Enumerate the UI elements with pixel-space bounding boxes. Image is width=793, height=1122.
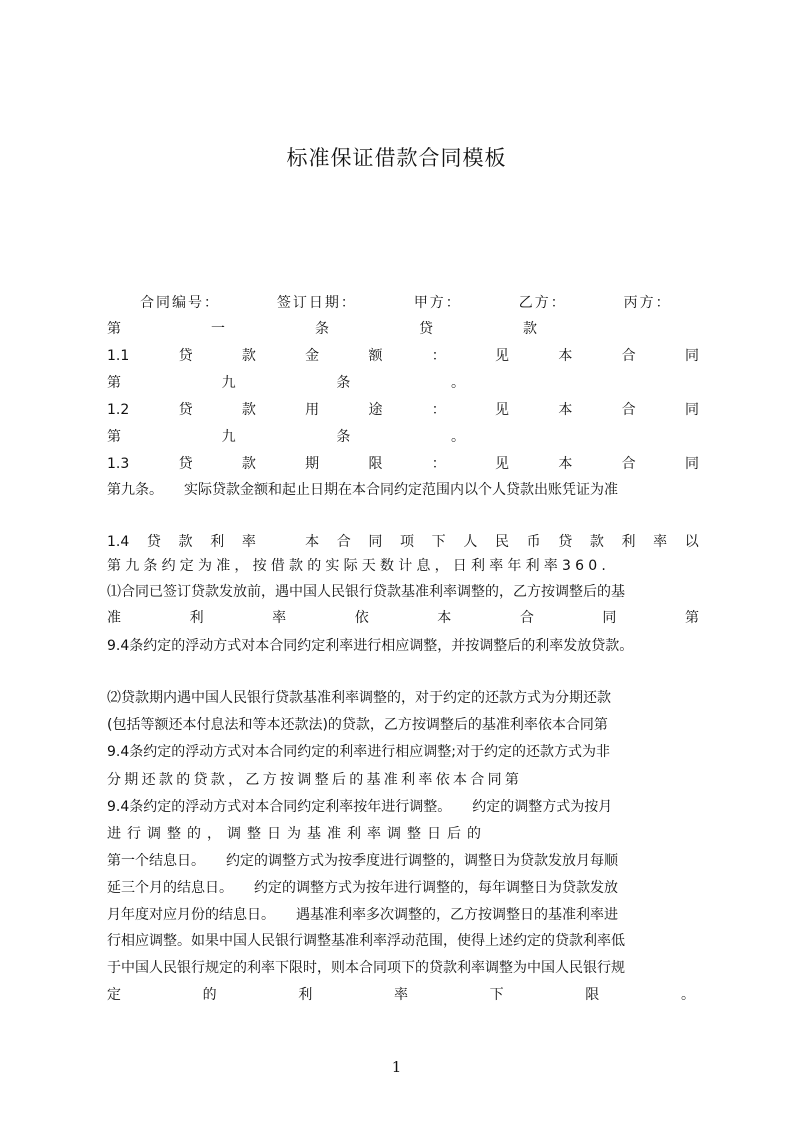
clause-1-4-line-1	[107, 533, 699, 551]
clause-char: 途	[368, 402, 383, 418]
paragraph-char: 下	[489, 987, 504, 1003]
clause-char: 本	[558, 348, 573, 364]
paragraph-2-line-6: 进行调整的，调整日为基准利率调整日后的	[107, 826, 487, 842]
clause-char: ：	[431, 456, 446, 472]
clause-1-1-line-1	[107, 347, 699, 365]
contract-header-fields	[140, 294, 672, 312]
clause-char: 本	[558, 402, 573, 418]
paragraph-2-line-5: 9.4条约定的浮动方式对本合同约定利率按年进行调整。 约定的调整方式为按月	[107, 799, 613, 815]
clause-char: 同	[684, 456, 699, 472]
clause-char: 。	[450, 429, 465, 445]
paragraph-char: 利	[189, 610, 204, 626]
heading-char: 条	[315, 321, 329, 337]
clause-char: 见	[495, 402, 510, 418]
clause-char: 率	[241, 534, 256, 550]
clause-char: 本	[305, 534, 320, 550]
clause-1-1-line-2	[107, 374, 465, 392]
clause-char: 款	[241, 402, 256, 418]
clause-char: 合	[621, 348, 636, 364]
heading-char: 贷	[419, 321, 433, 337]
clause-char: 合	[621, 456, 636, 472]
clause-char: 第	[107, 375, 121, 391]
clause-1-3-line-2: 第九条。 实际贷款金额和起止日期在本合同约定范围内以个人贷款出账凭证为准	[107, 482, 618, 498]
heading-char: 款	[523, 321, 537, 337]
paragraph-1-line-2	[107, 609, 699, 627]
heading-char: 一	[211, 321, 225, 337]
clause-char: 人	[463, 534, 478, 550]
paragraph-2-line-1: ⑵贷款期内遇中国人民银行贷款基准利率调整的，对于约定的还款方式为分期还款	[107, 690, 611, 706]
clause-char: 利	[210, 534, 225, 550]
clause-char: 款	[241, 456, 256, 472]
clause-char: 民	[494, 534, 509, 550]
paragraph-2-line-11: 于中国人民银行规定的利率下限时，则本合同项下的贷款利率调整为中国人民银行规	[107, 960, 625, 976]
clause-1-4-line-2: 第九条约定为准，按借款的实际天数计息，日利率年利率360.	[107, 558, 610, 574]
clause-char: 九	[221, 375, 236, 391]
clause-char: 贷	[178, 456, 193, 472]
clause-char: 金	[305, 348, 320, 364]
paragraph-2-line-3: 9.4条约定的浮动方式对本合同约定的利率进行相应调整;对于约定的还款方式为非	[107, 744, 610, 760]
clause-char: 下	[431, 534, 446, 550]
party-a-label: 甲方：	[413, 295, 462, 311]
paragraph-char: 率	[393, 987, 408, 1003]
clause-char: 九	[221, 429, 236, 445]
clause-number: 1.3	[107, 456, 130, 472]
paragraph-2-line-12	[107, 986, 695, 1004]
paragraph-char: 率	[272, 610, 287, 626]
clause-char: 以	[684, 534, 699, 550]
clause-1-2-line-2	[107, 428, 465, 446]
paragraph-2-line-7: 第一个结息日。 约定的调整方式为按季度进行调整的，调整日为贷款发放月每顺	[107, 853, 618, 869]
paragraph-2-line-4: 分期还款的贷款，乙方按调整后的基准利率依本合同第	[107, 772, 523, 788]
clause-number: 1.4	[107, 534, 130, 550]
clause-char: 见	[495, 348, 510, 364]
clause-char: 条	[336, 375, 351, 391]
clause-char: 合	[336, 534, 351, 550]
contract-number-label: 合同编号：	[140, 295, 220, 311]
clause-char: 贷	[178, 402, 193, 418]
clause-char: 期	[305, 456, 320, 472]
clause-number: 1.1	[107, 348, 130, 364]
page-number: 1	[391, 1058, 402, 1076]
clause-char: 贷	[558, 534, 573, 550]
clause-char: 条	[336, 429, 351, 445]
heading-char: 第	[107, 321, 121, 337]
paragraph-char: 的	[202, 987, 217, 1003]
paragraph-2-line-10: 行相应调整。如果中国人民银行调整基准利率浮动范围，使得上述约定的贷款利率低	[107, 933, 625, 949]
paragraph-char: 利	[298, 987, 313, 1003]
clause-char: 第	[107, 429, 121, 445]
clause-1-2-line-1	[107, 401, 699, 419]
clause-char: 贷	[146, 534, 161, 550]
clause-char: 款	[241, 348, 256, 364]
clause-char: 见	[495, 456, 510, 472]
paragraph-char: 同	[602, 610, 617, 626]
paragraph-2-line-8: 延三个月的结息日。 约定的调整方式为按年进行调整的，每年调整日为贷款发放	[107, 880, 618, 896]
paragraph-char: 。	[680, 987, 695, 1003]
clause-char: 利	[621, 534, 636, 550]
paragraph-char: 第	[684, 610, 699, 626]
clause-char: 用	[305, 402, 320, 418]
clause-char: 本	[558, 456, 573, 472]
party-c-label: 丙方：	[623, 295, 672, 311]
clause-char	[273, 533, 287, 551]
paragraph-char: 限	[585, 987, 600, 1003]
clause-char: 。	[450, 375, 465, 391]
clause-char: 率	[653, 534, 668, 550]
paragraph-2-line-2: (包括等额还本付息法和等本还款法)的贷款，乙方按调整后的基准利率依本合同第	[107, 717, 608, 733]
article-1-heading	[107, 320, 537, 338]
paragraph-1-line-3: 9.4条约定的浮动方式对本合同约定利率进行相应调整，并按调整后的利率发放贷款。	[107, 638, 634, 654]
clause-number: 1.2	[107, 402, 130, 418]
party-b-label: 乙方：	[518, 295, 567, 311]
clause-char: 同	[684, 348, 699, 364]
clause-char: 币	[526, 534, 541, 550]
clause-char: 同	[684, 402, 699, 418]
clause-char: 同	[368, 534, 383, 550]
clause-char: ：	[431, 402, 446, 418]
clause-1-3-line-1	[107, 455, 699, 473]
clause-char: 额	[368, 348, 383, 364]
paragraph-2-line-9: 月年度对应月份的结息日。 遇基准利率多次调整的，乙方按调整日的基准利率进	[107, 907, 618, 923]
paragraph-char: 依	[354, 610, 369, 626]
clause-char: 款	[589, 534, 604, 550]
clause-char: ：	[431, 348, 446, 364]
clause-char: 限	[368, 456, 383, 472]
clause-char: 合	[621, 402, 636, 418]
sign-date-label: 签订日期：	[276, 295, 357, 311]
paragraph-char: 合	[519, 610, 534, 626]
paragraph-1-line-1: ⑴合同已签订贷款发放前，遇中国人民银行贷款基准利率调整的，乙方按调整后的基	[107, 584, 625, 600]
clause-char: 款	[178, 534, 193, 550]
paragraph-char: 本	[437, 610, 452, 626]
clause-char: 项	[400, 534, 415, 550]
paragraph-char: 定	[107, 987, 121, 1003]
document-title: 标准保证借款合同模板	[286, 146, 507, 170]
paragraph-char: 准	[107, 610, 121, 626]
clause-char: 贷	[178, 348, 193, 364]
